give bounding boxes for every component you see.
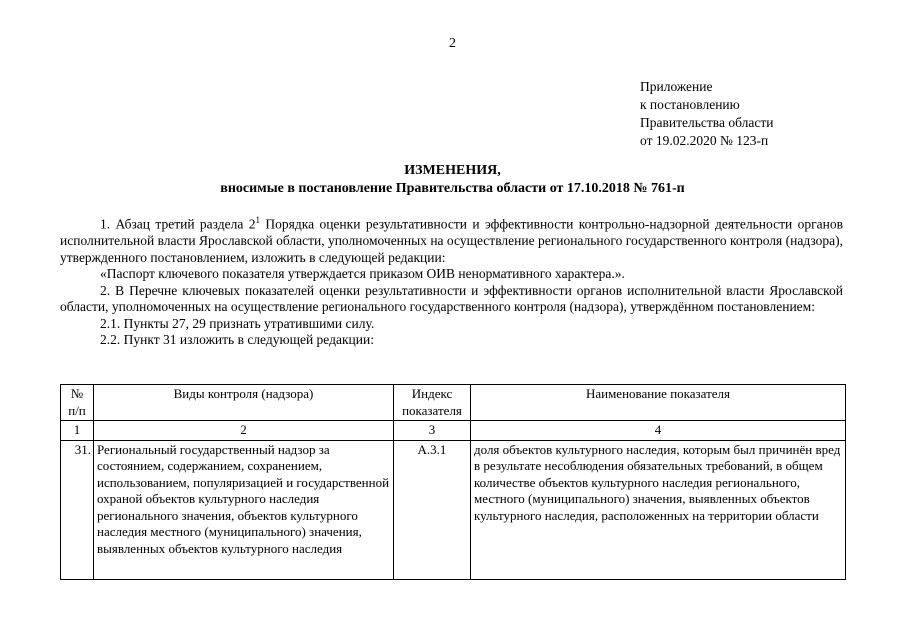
- indicators-table: [60, 384, 846, 580]
- paragraph-1-rest: Порядка оценки результативности и эффективности контрольно-надзорной деятельности органов исполнительной власти Ярославской области, уполномоченных на осуществление регионального государственного контроля (надзора), утвержденного постановлением, изложить в следующей редакции:: [60, 216, 844, 265]
- paragraph-1: [60, 212, 843, 266]
- section-superscript: 1: [255, 215, 260, 225]
- header-name: Наименование показателя: [471, 385, 846, 421]
- table-header-row: [61, 385, 846, 421]
- header-kind: Виды контроля (надзора): [94, 385, 394, 421]
- appendix-block: [640, 78, 773, 150]
- title-line-2: вносимые в постановление Правительства области от 17.10.2018 № 761-п: [220, 181, 685, 196]
- paragraph-3: 2. В Перечне ключевых показателей оценки результативности и эффективности органов исполнительной власти Ярославской области, уполномоченных на осуществление регионального государственного контроля (надзора), утверждённом постановлением:: [60, 282, 843, 314]
- header-num: № п/п: [61, 385, 94, 421]
- paragraph-1-start: 1. Абзац третий раздела 2: [100, 216, 256, 232]
- document-title: [0, 162, 905, 198]
- column-number: 3: [394, 421, 471, 441]
- row-index: А.3.1: [394, 440, 471, 579]
- header-index: Индекс показателя: [394, 385, 471, 421]
- title-line-1: ИЗМЕНЕНИЯ,: [404, 163, 501, 178]
- paragraph-2: «Паспорт ключевого показателя утверждается приказом ОИВ ненормативного характера.».: [100, 266, 625, 281]
- row-name: доля объектов культурного наследия, которым был причинён вред в результате несоблюдения обязательных требований, в общем количестве объектов культурного наследия регионального, местного (муниципального) значения, выявленных объектов культурного наследия, расположенных на территории области: [471, 440, 846, 579]
- row-num: 31.: [61, 440, 94, 579]
- appendix-line: Приложение: [640, 79, 713, 94]
- table-column-numbers-row: [61, 421, 846, 441]
- column-number: 1: [61, 421, 94, 441]
- column-number: 2: [94, 421, 394, 441]
- row-kind: Региональный государственный надзор за состоянием, содержанием, сохранением, использованием, популяризацией и государственной охраной объектов культурного наследия регионального значения, объектов культурного наследия местного (муниципального) значения, выявленных объектов культурного наследия: [94, 440, 394, 579]
- appendix-line: Правительства области: [640, 115, 774, 130]
- page-number: 2: [449, 36, 456, 51]
- appendix-line: от 19.02.2020 № 123-п: [640, 133, 769, 148]
- column-number: 4: [471, 421, 846, 441]
- paragraph-4: 2.1. Пункты 27, 29 признать утратившими силу.: [100, 315, 375, 331]
- body-text: [60, 212, 843, 349]
- table-row: [61, 440, 846, 579]
- paragraph-5: 2.2. Пункт 31 изложить в следующей редакции:: [100, 332, 374, 347]
- appendix-line: к постановлению: [640, 97, 740, 112]
